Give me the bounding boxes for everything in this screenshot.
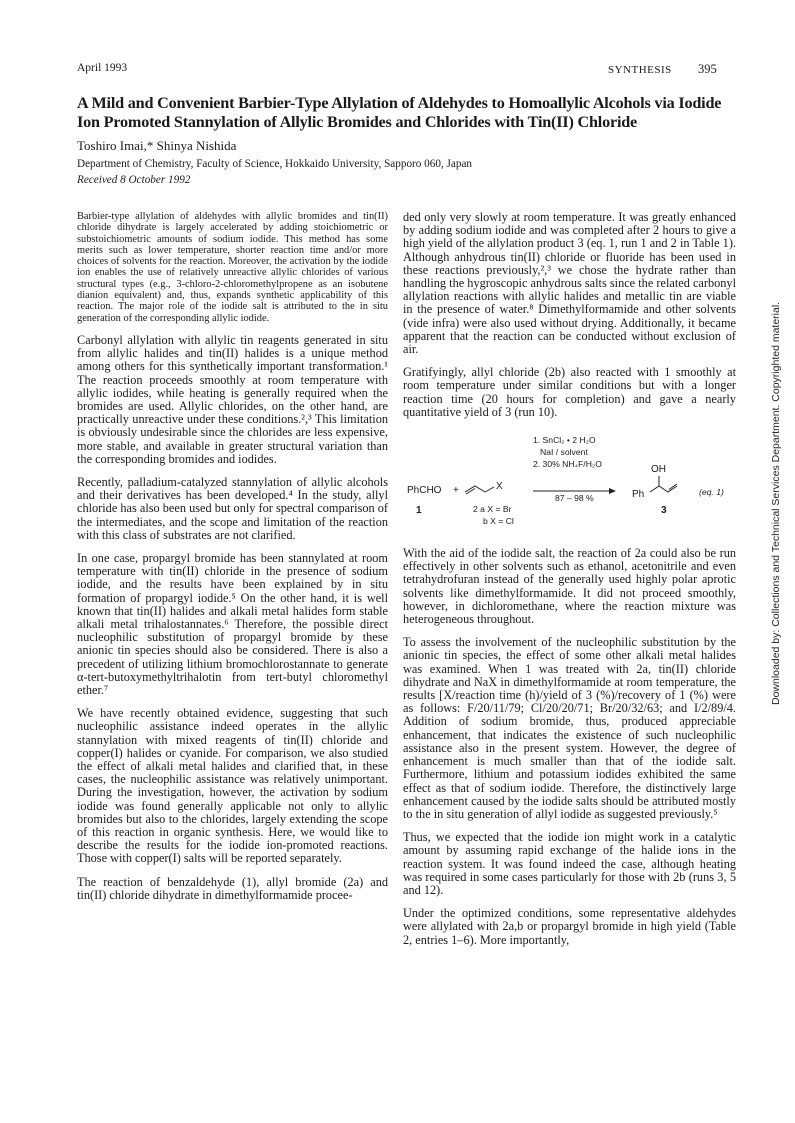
left-column [77, 211, 388, 912]
right-column [403, 211, 736, 957]
scheme-product-ph: Ph [632, 489, 645, 501]
paragraph-left-5: The reaction of benzaldehyde (1), allyl bromide (2a) and tin(II) chloride dihydrate in dimethylformamide procee- [77, 874, 388, 902]
header-page-number: 395 [698, 62, 717, 76]
abstract: Barbier-type allylation of aldehydes with allylic bromides and tin(II) chloride dihydrate is largely accelerated by adding stoichiometric or substoichiometric amounts of sodium iodide. This method has some merits such as lower temperature, shorter reaction time and/or more choices of solvents for the reaction. Moreover, the activation by the iodide ion enables the use of relatively unreactive allylic chlorides of various structural types (e.g., 3-chloro-2-chloromethylpropene as an isobutene dianion equivalent) and, thus, expands synthetic applicability of this reaction. The major role of the iodide salt is attributed to the in situ generation of the corresponding allylic iodide. [77, 211, 388, 324]
scheme-plus: + [453, 485, 459, 497]
paragraph-left-2: Recently, palladium-catalyzed stannylation of allylic alcohols and their derivatives has been developed.⁴ In the study, allyl chloride has also been used but only for spectral comparison of the intermediates, and the scope and limitation of the reaction with this class of substrates are not clarified. [77, 475, 388, 542]
scheme-label-2a: 2 a X = Br [473, 504, 512, 515]
scheme-condition-3: 2. 30% NH₄F/H₂O [533, 459, 602, 470]
scheme-reactant-1: PhCHO [407, 485, 442, 497]
reaction-scheme-drawing [403, 429, 736, 539]
paragraph-right-6: Under the optimized conditions, some representative aldehydes were allylated with 2a,b or propargyl bromide in high yield (Table 2, entries 1–6). More importantly, [403, 906, 736, 947]
scheme-label-2b: b X = Cl [483, 516, 514, 527]
scheme-label-1: 1 [416, 505, 422, 517]
paragraph-left-3: In one case, propargyl bromide has been stannylated at room temperature with tin(II) chloride in the presence of sodium iodide, and the results have been explained by in situ formation of propargyl iodide.⁵ On the other hand, it is well known that tin(II) halides and alkali metal halides form stable alkali metal trihalostannates.⁶ Therefore, the possible direct nucleophilic substitution of propargyl bromide by these anionic tin species should also be considered. There is also a precedent of utilizing lithium bromochlorostannate to generate α-tert-butoxymethyltrihalotin from tert-butyl chloromethyl ether.⁷ [77, 551, 388, 698]
article-affiliation: Department of Chemistry, Faculty of Science, Hokkaido University, Sapporo 060, Japan [77, 158, 472, 170]
article-authors: Toshiro Imai,* Shinya Nishida [77, 138, 237, 153]
allyl-terminal-bond [485, 487, 494, 492]
reaction-arrow-head [609, 488, 616, 494]
allyl-double-bond [466, 489, 475, 495]
scheme-reactant-2-x: X [496, 481, 503, 493]
scheme-condition-1: 1. SnCl₂ • 2 H₂O [533, 435, 596, 446]
paragraph-right-4: To assess the involvement of the nucleophilic substitution by the anionic tin species, the effect of some other alkali metal halides was examined. When 1 was treated with 2a, tin(II) chloride dihydrate and NaX in dimethylformamide at room temperature, the results [X/reaction time (h)/yield of 3 (%)/recovery of 1 (%) were as follows: F/20/11/79; Cl/20/20/71; Br/20/32/63; and I/2/89/4. Addition of sodium bromide, thus, produced appreciable enhancement, that indicates the existence of such nucleophilic assistance also in the present system. However, the degree of enhancement is much smaller than that of the iodide salt. Furthermore, lithium and potassium iodides exhibited the same effect as that of sodium iodide. Therefore, the distinctively large enhancement caused by the iodide salts should be attributed mostly to the in situ generation of allyl iodide as suggested previously.⁵ [403, 635, 736, 821]
scheme-eq-label: (eq. 1) [699, 487, 724, 498]
paragraph-left-4: We have recently obtained evidence, suggesting that such nucleophilic assistance indeed operates in the allylic stannylation with mixed reagents of tin(II) chloride and copper(I) halides or cyanide. For comparison, we also studied the effect of alkali metal halides and clarified that, in these cases, the nucleophilic assistance was relatively unimportant. During the investigation, however, the activation by sodium iodide was found generally applicable not only to allylic bromides but also to the chlorides, largely extending the scope of this reaction in organic synthesis. Here, we would like to describe the results for the iodide ion-promoted reactions. Those with copper(I) salts will be reported separately. [77, 706, 388, 866]
reaction-scheme [403, 429, 736, 539]
download-watermark-text: Downloaded by: Collections and Technical Services Department. Copyrighted material. [770, 301, 782, 705]
paragraph-right-3: With the aid of the iodide salt, the reaction of 2a could also be run effectively in other solvents such as ethanol, acetonitrile and even tetrahydrofuran instead of the generally used highly polar aprotic solvents like dimethylformamide. It did not proceed smoothly, however, in dichloromethane, where the reaction mixture was heterogeneous throughout. [403, 546, 736, 627]
paragraph-right-1: ded only very slowly at room temperature. It was greatly enhanced by adding sodium iodide and was completed after 2 hours to give a high yield of the allylation product 3 (eq. 1, run 1 and 2 in Table 1). Although anhydrous tin(II) chloride or fluoride has been used in these reactions previously,²,³ we chose the hydrate rather than handling the hygroscopic anhydrous salts since the related carbonyl allylation reactions with allylic halides and metallic tin are viable in the presence of water.⁸ Dimethylformamide and other solvents (vide infra) were also used without drying. Additionally, it became apparent that the reaction can be conducted without exclusion of air. [403, 210, 736, 357]
article-title: A Mild and Convenient Barbier-Type Allylation of Aldehydes to Homoallylic Alcohols via Iodide Ion Promoted Stannylation of Allylic Bromides and Chlorides with Tin(II) Chloride [77, 94, 722, 131]
paragraph-left-1: Carbonyl allylation with allylic tin reagents generated in situ from allylic halides and tin(II) halides is a unique method among others for this synthetically important transformation.¹ The reaction proceeds smoothly at room temperature with allylic iodides, while heating is generally required when the bromides are used. Allylic chlorides, on the other hand, are practically unreactive under these conditions.²,³ This limitation is obviously undesirable since the chlorides are less expensive, more stable, and available in greater structural variation than the corresponding bromides and iodides. [77, 332, 388, 466]
scheme-product-oh: OH [651, 464, 666, 476]
scheme-label-3: 3 [661, 505, 667, 517]
header-journal: SYNTHESIS [608, 64, 672, 76]
paragraph-right-2: Gratifyingly, allyl chloride (2b) also reacted with 1 smoothly at room temperature under similar conditions but with a longer reaction time (20 hours for completion) and gave a nearly quantitative yield of 3 (run 10). [403, 365, 736, 419]
header-date: April 1993 [77, 62, 128, 74]
paragraph-right-5: Thus, we expected that the iodide ion might work in a catalytic amount by assuming rapid exchange of the halide ions in the reaction system. It was found indeed the case, although heating was required in some cases particularly for those with 2b (runs 3, 5 and 12). [403, 830, 736, 897]
article-received: Received 8 October 1992 [77, 174, 191, 186]
scheme-condition-2: NaI / solvent [540, 447, 588, 458]
scheme-yield: 87 – 98 % [555, 493, 594, 504]
